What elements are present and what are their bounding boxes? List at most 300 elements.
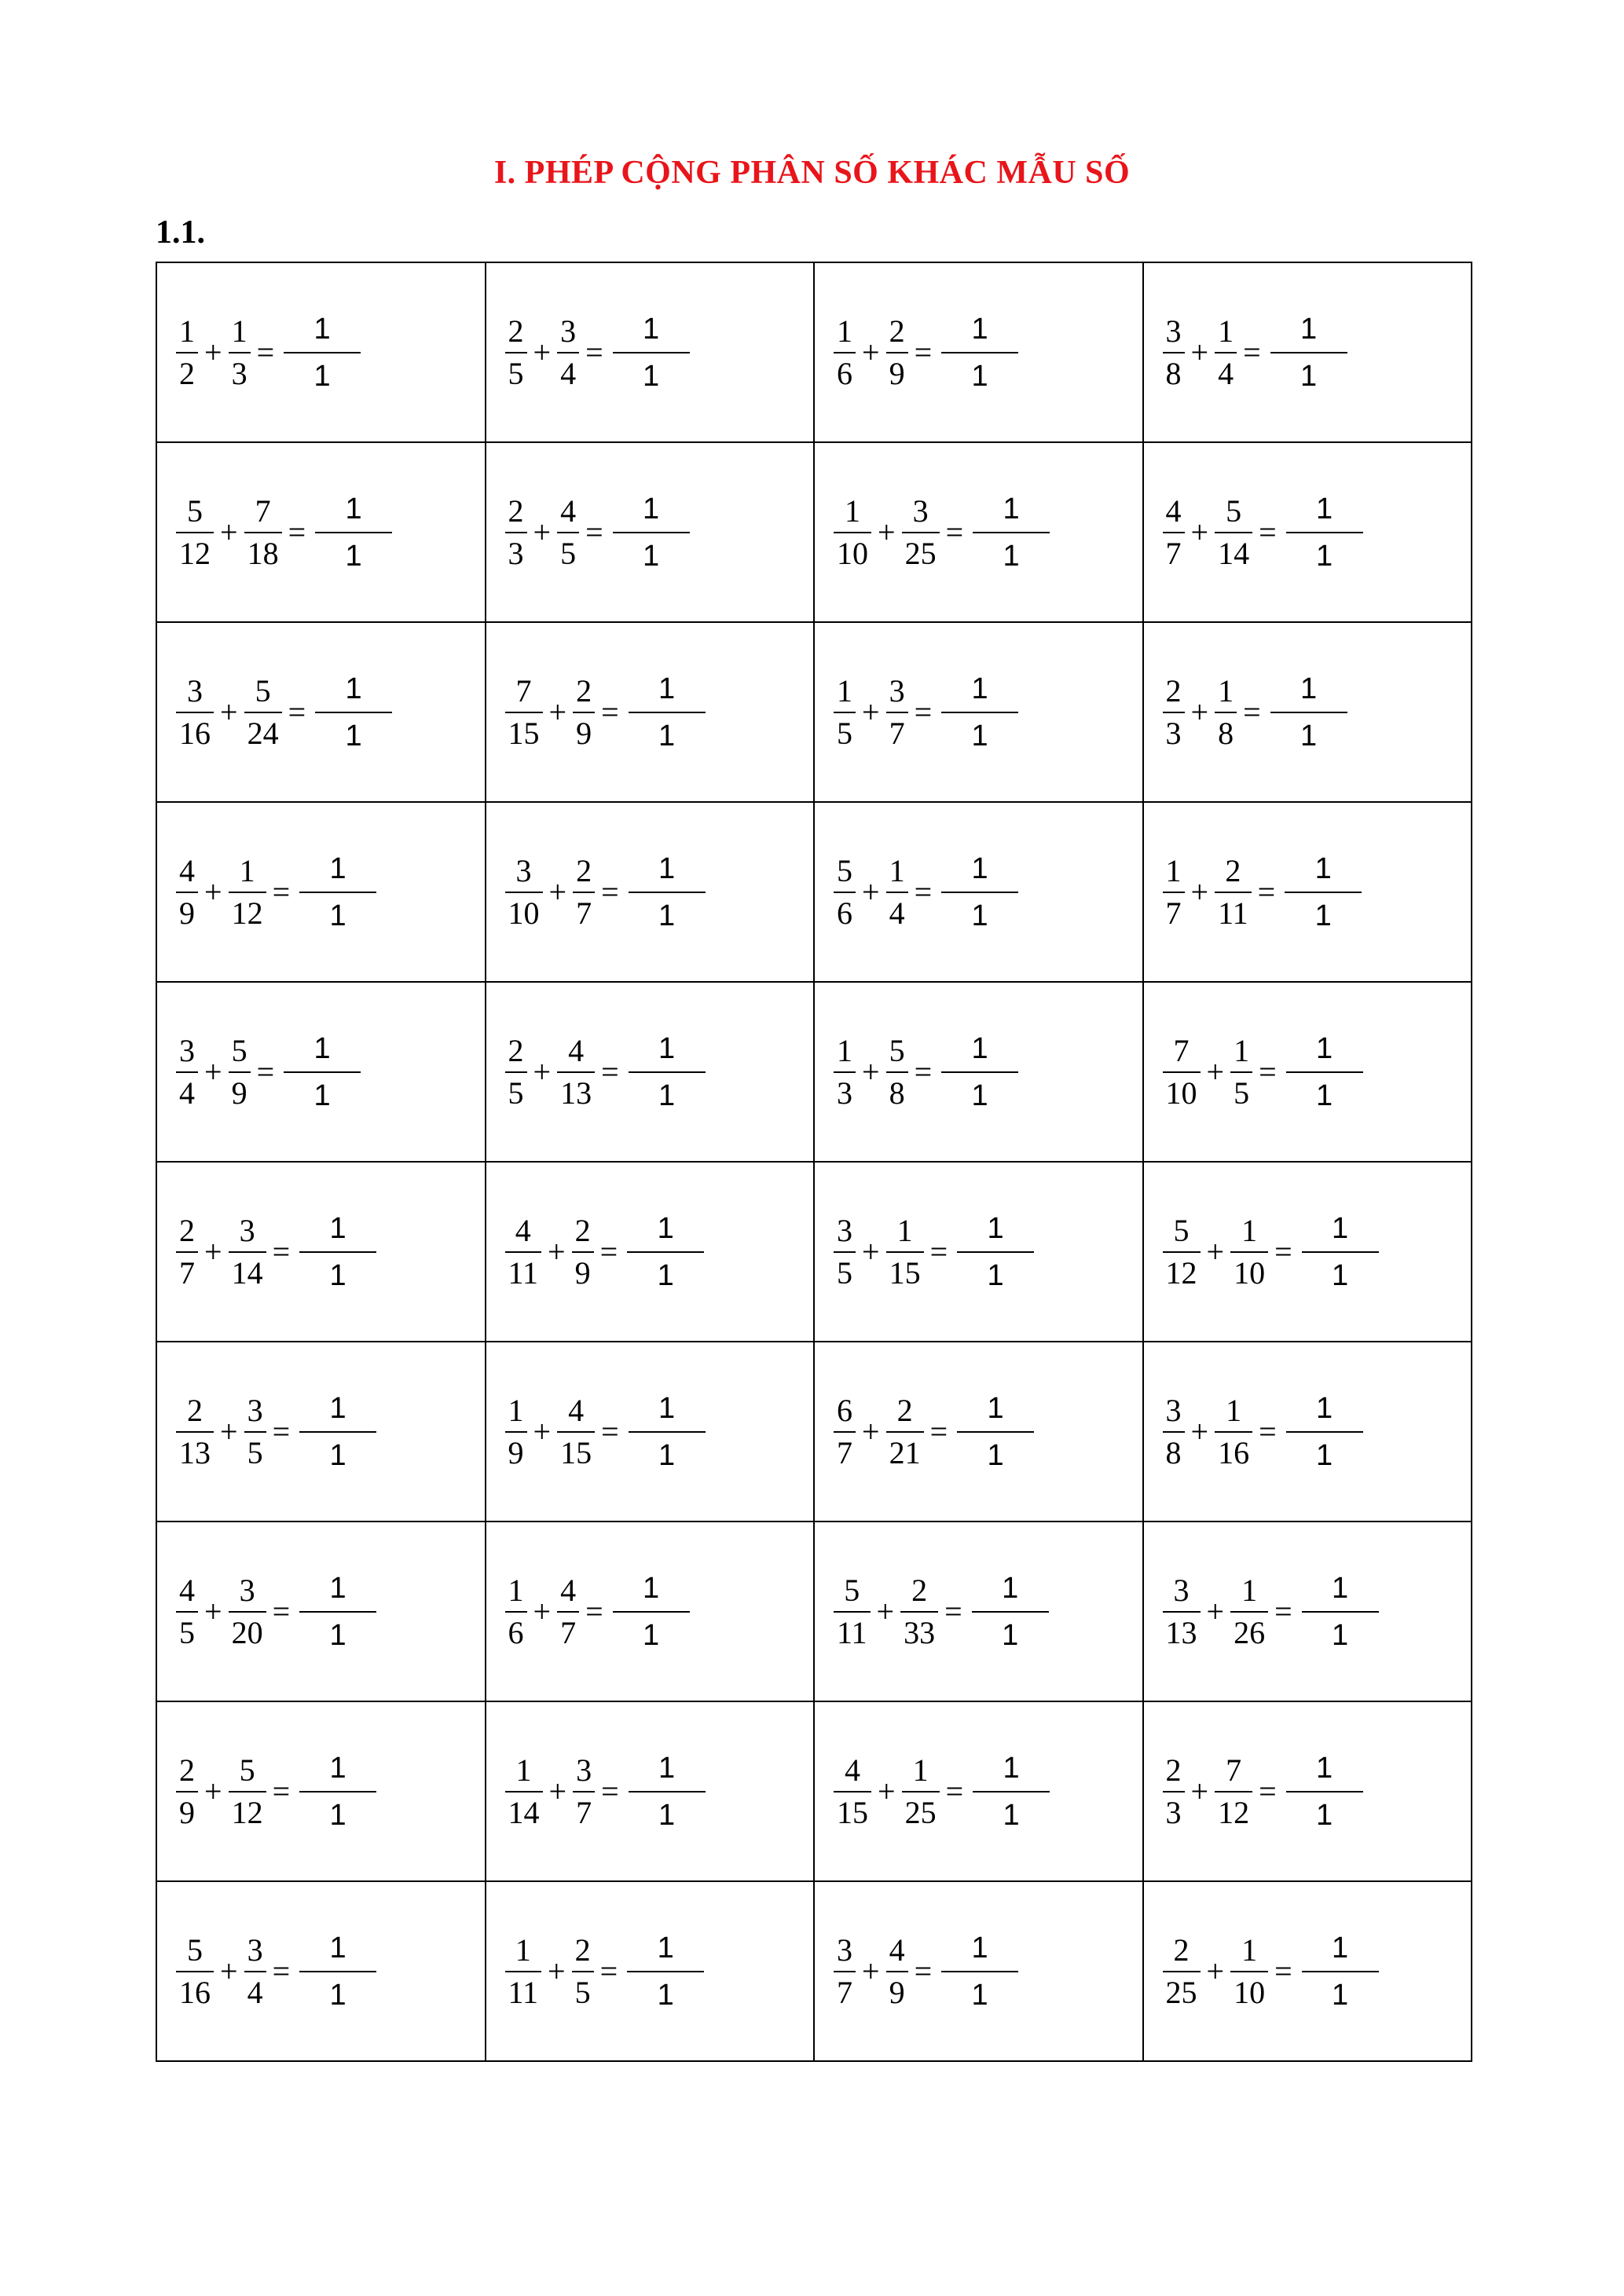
plus-sign: +	[878, 1773, 896, 1809]
answer-blank[interactable]	[1286, 1393, 1363, 1470]
numerator: 1	[1165, 852, 1182, 888]
denominator: 4	[1215, 352, 1237, 390]
answer-numerator[interactable]: 1	[329, 851, 346, 885]
answer-numerator[interactable]: 1	[1316, 492, 1333, 525]
plus-sign: +	[533, 514, 552, 550]
equals-sign: =	[601, 1413, 619, 1449]
answer-numerator[interactable]: 1	[329, 1571, 346, 1605]
answer-blank[interactable]	[315, 494, 392, 571]
numerator: 1	[231, 313, 247, 349]
answer-numerator[interactable]: 1	[329, 1391, 346, 1425]
equals-sign: =	[601, 694, 619, 730]
answer-denominator[interactable]: 1	[971, 1078, 988, 1112]
exercise-cell	[156, 1342, 486, 1522]
numerator: 3	[179, 1032, 195, 1068]
answer-denominator[interactable]: 1	[658, 719, 676, 753]
answer-numerator[interactable]: 1	[971, 672, 988, 705]
answer-blank[interactable]	[629, 1031, 706, 1112]
fraction-a	[832, 1392, 857, 1470]
denominator: 6	[505, 1611, 527, 1649]
answer-numerator[interactable]: 1	[329, 1211, 346, 1245]
fraction-b	[1229, 1572, 1270, 1650]
numerator: 2	[179, 1212, 195, 1248]
numerator: 2	[179, 1752, 195, 1788]
answer-denominator[interactable]: 1	[987, 1258, 1004, 1292]
answer-denominator[interactable]: 1	[329, 899, 346, 932]
fraction-sum-expression	[1161, 1031, 1363, 1112]
equals-sign: =	[256, 334, 275, 370]
answer-blank[interactable]	[973, 494, 1050, 571]
exercise-cell	[814, 802, 1143, 982]
numerator: 2	[508, 1032, 524, 1068]
fraction-sum-expression	[832, 1393, 1034, 1470]
answer-blank[interactable]	[1302, 1211, 1379, 1292]
answer-numerator[interactable]: 1	[971, 1031, 988, 1065]
fraction-b	[555, 1572, 581, 1650]
answer-denominator[interactable]: 1	[657, 1978, 674, 2012]
equals-sign: =	[914, 1953, 933, 1989]
numerator: 2	[508, 313, 524, 349]
numerator: 4	[568, 1392, 585, 1428]
answer-blank[interactable]	[284, 314, 361, 391]
equals-sign: =	[914, 873, 933, 910]
numerator: 1	[837, 1032, 852, 1068]
answer-blank[interactable]	[299, 1753, 376, 1830]
plus-sign: +	[878, 514, 896, 550]
numerator: 3	[837, 1932, 852, 1968]
answer-denominator[interactable]: 1	[971, 359, 988, 393]
equals-sign: =	[585, 1593, 603, 1629]
answer-denominator[interactable]: 1	[971, 1978, 988, 2012]
exercise-cell	[156, 1522, 486, 1701]
numerator: 1	[896, 1212, 913, 1248]
denominator: 7	[176, 1251, 198, 1289]
section-number: 1.1.	[156, 214, 205, 251]
answer-denominator[interactable]: 1	[345, 539, 362, 573]
numerator: 3	[1165, 313, 1182, 349]
denominator: 9	[573, 712, 595, 749]
numerator: 1	[1218, 313, 1234, 349]
fraction-a	[174, 1032, 200, 1111]
equals-sign: =	[272, 1773, 291, 1809]
denominator: 12	[229, 1791, 266, 1829]
answer-denominator[interactable]: 1	[329, 1438, 346, 1472]
answer-denominator[interactable]: 1	[643, 539, 660, 573]
answer-blank[interactable]	[299, 1393, 376, 1470]
answer-numerator[interactable]: 1	[658, 851, 676, 885]
equals-sign: =	[272, 1593, 291, 1629]
answer-numerator[interactable]: 1	[657, 1211, 674, 1245]
fraction-a	[832, 852, 857, 931]
numerator: 4	[1165, 493, 1182, 529]
answer-blank[interactable]	[299, 1573, 376, 1650]
fraction-b	[900, 493, 941, 571]
answer-numerator[interactable]: 1	[971, 312, 988, 346]
table-row	[156, 1701, 1472, 1881]
answer-blank[interactable]	[299, 851, 376, 932]
answer-blank[interactable]	[613, 314, 690, 391]
answer-numerator[interactable]: 1	[1316, 1391, 1333, 1425]
exercise-cell	[156, 982, 486, 1162]
denominator: 7	[557, 1611, 579, 1649]
answer-numerator[interactable]: 1	[643, 312, 660, 346]
answer-denominator[interactable]: 1	[1316, 1798, 1333, 1832]
plus-sign: +	[1190, 1413, 1209, 1449]
fraction-b	[1213, 672, 1238, 751]
equals-sign: =	[256, 1053, 275, 1089]
denominator: 9	[176, 892, 198, 929]
plus-sign: +	[548, 873, 567, 910]
answer-numerator[interactable]: 1	[1314, 851, 1332, 885]
numerator: 5	[1226, 493, 1242, 529]
numerator: 2	[576, 852, 592, 888]
numerator: 3	[247, 1932, 263, 1968]
answer-numerator[interactable]: 1	[329, 1931, 346, 1965]
fraction-b	[885, 313, 910, 391]
answer-numerator[interactable]: 1	[658, 1391, 676, 1425]
fraction-a	[504, 313, 529, 391]
fraction-a	[832, 1032, 857, 1111]
fraction-sum-expression	[504, 1933, 705, 2010]
fraction-a	[1161, 1032, 1202, 1111]
denominator: 5	[572, 1971, 594, 2009]
exercise-cell	[486, 982, 815, 1162]
answer-denominator[interactable]: 1	[658, 1438, 676, 1472]
plus-sign: +	[220, 514, 238, 550]
answer-blank[interactable]	[941, 1933, 1018, 2010]
equals-sign: =	[945, 1773, 964, 1809]
answer-blank[interactable]	[613, 494, 690, 571]
table-row	[156, 1522, 1472, 1701]
denominator: 8	[886, 1071, 908, 1109]
fraction-b	[885, 1032, 910, 1111]
answer-blank[interactable]	[941, 1031, 1018, 1112]
answer-blank[interactable]	[1302, 1573, 1379, 1650]
answer-numerator[interactable]: 1	[313, 312, 331, 346]
answer-blank[interactable]	[1286, 1753, 1363, 1830]
fraction-sum-expression	[174, 851, 376, 932]
answer-denominator[interactable]: 1	[329, 1258, 346, 1292]
answer-denominator[interactable]: 1	[658, 899, 676, 932]
exercise-cell	[156, 802, 486, 982]
exercise-cell	[814, 1522, 1143, 1701]
answer-numerator[interactable]: 1	[643, 492, 660, 525]
answer-blank[interactable]	[941, 851, 1018, 932]
fraction-a	[174, 852, 200, 931]
answer-numerator[interactable]: 1	[658, 1031, 676, 1065]
answer-blank[interactable]	[299, 1211, 376, 1292]
equals-sign: =	[288, 514, 306, 550]
answer-denominator[interactable]: 1	[971, 719, 988, 753]
exercise-cell	[1143, 1701, 1472, 1881]
denominator: 3	[1163, 1791, 1185, 1829]
answer-denominator[interactable]: 1	[987, 1438, 1004, 1472]
equals-sign: =	[1274, 1593, 1292, 1629]
numerator: 5	[837, 852, 852, 888]
exercise-cell	[486, 1522, 815, 1701]
numerator: 5	[1173, 1212, 1190, 1248]
denominator: 12	[229, 892, 266, 929]
answer-blank[interactable]	[299, 1933, 376, 2010]
answer-blank[interactable]	[1270, 674, 1347, 751]
answer-denominator[interactable]: 1	[657, 1258, 674, 1292]
answer-denominator[interactable]: 1	[1300, 359, 1318, 393]
denominator: 18	[244, 532, 282, 569]
answer-blank[interactable]	[1286, 494, 1363, 571]
fraction-b	[571, 1752, 596, 1830]
denominator: 25	[902, 1791, 940, 1829]
numerator: 2	[1225, 852, 1241, 888]
answer-denominator[interactable]: 1	[658, 1798, 676, 1832]
numerator: 1	[1218, 672, 1234, 709]
answer-blank[interactable]	[957, 1211, 1034, 1292]
answer-numerator[interactable]: 1	[1332, 1211, 1349, 1245]
answer-blank[interactable]	[973, 1753, 1050, 1830]
exercise-cell	[486, 1162, 815, 1342]
denominator: 26	[1230, 1611, 1268, 1649]
answer-numerator[interactable]: 1	[1003, 1751, 1020, 1785]
plus-sign: +	[533, 1593, 552, 1629]
answer-numerator[interactable]: 1	[329, 1751, 346, 1785]
numerator: 1	[845, 493, 860, 529]
answer-numerator[interactable]: 1	[971, 1931, 988, 1965]
answer-blank[interactable]	[627, 1211, 704, 1292]
table-row	[156, 1162, 1472, 1342]
answer-numerator[interactable]: 1	[658, 672, 676, 705]
answer-blank[interactable]	[1286, 1031, 1363, 1112]
answer-denominator[interactable]: 1	[1300, 719, 1318, 753]
answer-denominator[interactable]: 1	[1316, 1438, 1333, 1472]
numerator: 1	[837, 313, 852, 349]
exercise-cell	[814, 442, 1143, 622]
answer-numerator[interactable]: 1	[971, 851, 988, 885]
denominator: 20	[229, 1611, 266, 1649]
answer-blank[interactable]	[1302, 1933, 1379, 2010]
answer-denominator[interactable]: 1	[329, 1618, 346, 1652]
numerator: 7	[515, 672, 532, 709]
fraction-sum-expression	[504, 1393, 706, 1470]
plus-sign: +	[204, 334, 222, 370]
fraction-sum-expression	[504, 1573, 690, 1650]
exercise-cell	[814, 982, 1143, 1162]
fraction-b	[1213, 313, 1238, 391]
plus-sign: +	[1190, 873, 1209, 910]
plus-sign: +	[1206, 1593, 1225, 1629]
numerator: 1	[837, 672, 852, 709]
table-row	[156, 1881, 1472, 2061]
answer-denominator[interactable]: 1	[643, 1618, 660, 1652]
answer-blank[interactable]	[1270, 314, 1347, 391]
fraction-sum-expression	[832, 1573, 1049, 1650]
answer-numerator[interactable]: 1	[658, 1751, 676, 1785]
equals-sign: =	[599, 1953, 618, 1989]
fraction-a	[1161, 1752, 1186, 1830]
answer-blank[interactable]	[972, 1573, 1049, 1650]
answer-blank[interactable]	[957, 1393, 1034, 1470]
answer-numerator[interactable]: 1	[987, 1211, 1004, 1245]
answer-denominator[interactable]: 1	[345, 719, 362, 753]
answer-denominator[interactable]: 1	[313, 1078, 331, 1112]
answer-denominator[interactable]: 1	[971, 899, 988, 932]
fraction-b	[227, 1572, 268, 1650]
fraction-b	[570, 1212, 596, 1291]
exercise-cell	[486, 1881, 815, 2061]
fraction-a	[1161, 493, 1186, 571]
answer-denominator[interactable]: 1	[1314, 899, 1332, 932]
equals-sign: =	[272, 1413, 291, 1449]
equals-sign: =	[1259, 1413, 1277, 1449]
numerator: 4	[179, 1572, 195, 1608]
fraction-sum-expression	[1161, 1573, 1379, 1650]
denominator: 5	[834, 1251, 856, 1289]
numerator: 5	[239, 1752, 255, 1788]
answer-denominator[interactable]: 1	[1002, 1618, 1019, 1652]
numerator: 5	[187, 493, 203, 529]
answer-denominator[interactable]: 1	[643, 359, 660, 393]
exercise-cell	[1143, 262, 1472, 442]
numerator: 5	[231, 1032, 247, 1068]
fraction-sum-expression	[504, 1031, 706, 1112]
answer-denominator[interactable]: 1	[1003, 1798, 1020, 1832]
fraction-sum-expression	[832, 674, 1018, 751]
denominator: 7	[573, 892, 595, 929]
answer-denominator[interactable]: 1	[1332, 1258, 1349, 1292]
fraction-b	[555, 493, 581, 571]
equals-sign: =	[272, 873, 291, 910]
answer-numerator[interactable]: 1	[1003, 492, 1020, 525]
fraction-b	[1229, 1212, 1270, 1291]
answer-blank[interactable]	[613, 1573, 690, 1650]
answer-denominator[interactable]: 1	[1003, 539, 1020, 573]
numerator: 3	[837, 1212, 852, 1248]
plus-sign: +	[876, 1593, 895, 1629]
numerator: 3	[1173, 1572, 1190, 1608]
plus-sign: +	[204, 1593, 222, 1629]
answer-blank[interactable]	[315, 674, 392, 751]
denominator: 9	[229, 1071, 251, 1109]
answer-numerator[interactable]: 1	[657, 1931, 674, 1965]
fraction-a	[504, 1032, 529, 1111]
fraction-b	[1213, 852, 1253, 931]
denominator: 7	[573, 1791, 595, 1829]
fraction-b	[227, 313, 252, 391]
answer-denominator[interactable]: 1	[313, 359, 331, 393]
answer-blank[interactable]	[629, 674, 706, 751]
fraction-b	[1229, 1032, 1254, 1111]
fraction-b	[571, 852, 596, 931]
numerator: 1	[1241, 1572, 1258, 1608]
fraction-sum-expression	[832, 1031, 1018, 1112]
fraction-b	[885, 1212, 926, 1291]
answer-denominator[interactable]: 1	[1316, 1078, 1333, 1112]
fraction-a	[1161, 313, 1186, 391]
answer-numerator[interactable]: 1	[987, 1391, 1004, 1425]
answer-numerator[interactable]: 1	[643, 1571, 660, 1605]
denominator: 4	[557, 352, 579, 390]
numerator: 1	[515, 1932, 531, 1968]
answer-numerator[interactable]: 1	[1300, 312, 1318, 346]
answer-numerator[interactable]: 1	[1332, 1931, 1349, 1965]
answer-numerator[interactable]: 1	[1300, 672, 1318, 705]
plus-sign: +	[220, 694, 238, 730]
answer-denominator[interactable]: 1	[1316, 539, 1333, 573]
answer-denominator[interactable]: 1	[1332, 1978, 1349, 2012]
denominator: 24	[244, 712, 282, 749]
fraction-b	[243, 672, 284, 751]
answer-numerator[interactable]: 1	[345, 492, 362, 525]
denominator: 7	[1163, 532, 1185, 569]
denominator: 16	[176, 1971, 214, 2009]
answer-numerator[interactable]: 1	[345, 672, 362, 705]
answer-numerator[interactable]: 1	[313, 1031, 331, 1065]
denominator: 12	[1163, 1251, 1201, 1289]
table-row	[156, 1342, 1472, 1522]
exercise-cell	[814, 1162, 1143, 1342]
answer-denominator[interactable]: 1	[329, 1978, 346, 2012]
fraction-b	[1229, 1932, 1270, 2010]
answer-numerator[interactable]: 1	[1316, 1751, 1333, 1785]
exercise-cell	[156, 442, 486, 622]
plus-sign: +	[220, 1953, 238, 1989]
numerator: 2	[187, 1392, 203, 1428]
answer-blank[interactable]	[629, 851, 706, 932]
fraction-sum-expression	[174, 1933, 376, 2010]
fraction-b	[1213, 1752, 1254, 1830]
denominator: 5	[244, 1431, 266, 1469]
fraction-sum-expression	[504, 1753, 706, 1830]
denominator: 6	[834, 352, 856, 390]
denominator: 15	[557, 1431, 595, 1469]
answer-denominator[interactable]: 1	[1332, 1618, 1349, 1652]
equals-sign: =	[914, 334, 933, 370]
answer-blank[interactable]	[941, 314, 1018, 391]
answer-numerator[interactable]: 1	[1332, 1571, 1349, 1605]
denominator: 9	[886, 352, 908, 390]
fraction-a	[504, 1392, 529, 1470]
page-title: I. PHÉP CỘNG PHÂN SỐ KHÁC MẪU SỐ	[493, 155, 1131, 191]
fraction-sum-expression	[504, 314, 690, 391]
fraction-a	[832, 1572, 872, 1650]
fraction-sum-expression	[504, 1211, 705, 1292]
fraction-b	[571, 672, 596, 751]
answer-blank[interactable]	[629, 1393, 706, 1470]
denominator: 10	[505, 892, 543, 929]
fraction-b	[227, 1752, 268, 1830]
exercise-cell	[1143, 802, 1472, 982]
answer-denominator[interactable]: 1	[658, 1078, 676, 1112]
answer-numerator[interactable]: 1	[1316, 1031, 1333, 1065]
denominator: 10	[834, 532, 871, 569]
exercise-table	[156, 262, 1472, 2062]
answer-blank[interactable]	[284, 1031, 361, 1112]
numerator: 3	[247, 1392, 263, 1428]
fraction-b	[555, 313, 581, 391]
numerator: 1	[239, 852, 255, 888]
fraction-a	[832, 672, 857, 751]
fraction-b	[555, 1032, 596, 1111]
fraction-sum-expression	[832, 494, 1050, 571]
denominator: 15	[886, 1251, 924, 1289]
answer-blank[interactable]	[1285, 851, 1362, 932]
denominator: 10	[1163, 1071, 1201, 1109]
answer-denominator[interactable]: 1	[329, 1798, 346, 1832]
answer-blank[interactable]	[629, 1753, 706, 1830]
answer-blank[interactable]	[627, 1933, 704, 2010]
denominator: 10	[1230, 1251, 1268, 1289]
answer-blank[interactable]	[941, 674, 1018, 751]
answer-numerator[interactable]: 1	[1002, 1571, 1019, 1605]
denominator: 9	[572, 1251, 594, 1289]
